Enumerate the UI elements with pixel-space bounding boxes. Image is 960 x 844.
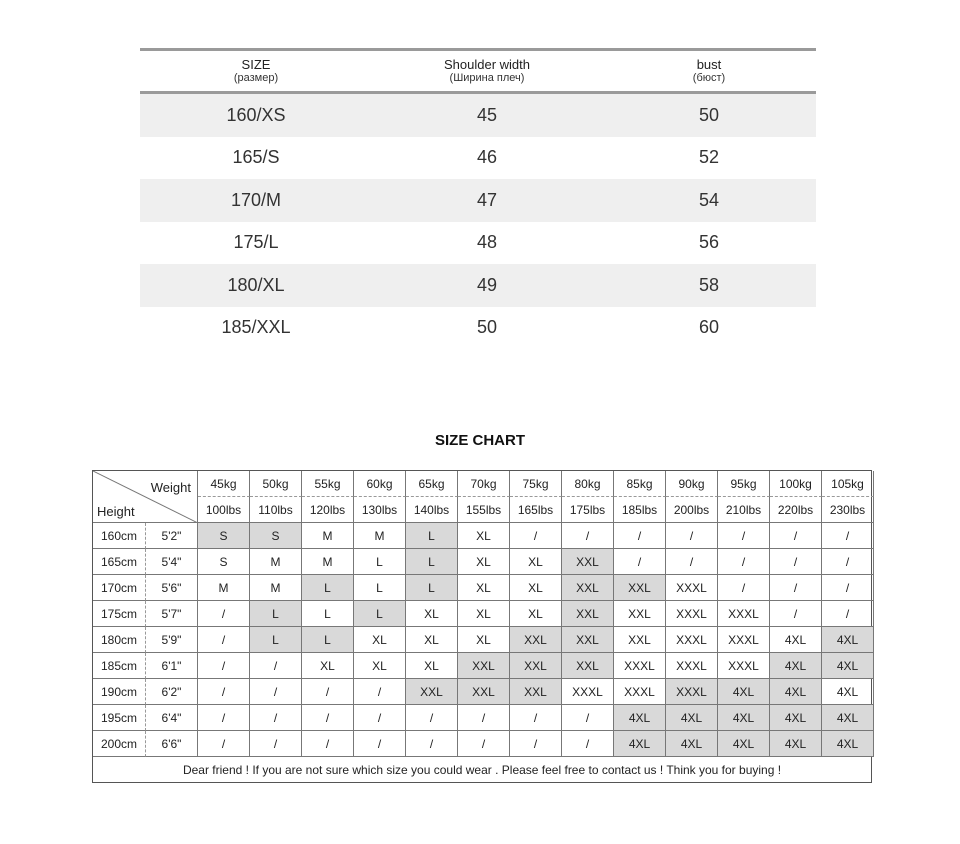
- weight-lbs-header: 220lbs: [770, 497, 822, 523]
- header-size-label: SIZE: [241, 57, 271, 72]
- size-cell: /: [718, 575, 770, 601]
- size-cell: XXL: [510, 679, 562, 705]
- table-row: [140, 179, 816, 222]
- bust-cell: 50: [698, 104, 720, 125]
- size-chart-grid: [92, 470, 872, 783]
- header-shoulder-sublabel: (Ширина плеч): [449, 72, 525, 84]
- size-cell: S: [198, 523, 250, 549]
- size-cell: /: [770, 601, 822, 627]
- height-cm-label: 190cm: [93, 679, 146, 705]
- size-cell: 4XL: [666, 705, 718, 731]
- size-cell: XL: [510, 601, 562, 627]
- size-cell: 185/XXL: [221, 317, 291, 338]
- size-cell: /: [770, 549, 822, 575]
- size-cell: /: [198, 731, 250, 757]
- size-cell: M: [354, 523, 406, 549]
- size-cell: XXXL: [614, 653, 666, 679]
- size-cell: 4XL: [718, 705, 770, 731]
- weight-kg-header: 100kg: [770, 471, 822, 497]
- size-cell: /: [822, 549, 874, 575]
- size-cell: 4XL: [770, 627, 822, 653]
- weight-kg-header: 75kg: [510, 471, 562, 497]
- size-cell: 170/M: [230, 189, 282, 210]
- weight-kg-header: 80kg: [562, 471, 614, 497]
- size-cell: 180/XL: [227, 274, 285, 295]
- size-cell: 4XL: [822, 627, 874, 653]
- shoulder-cell: 47: [476, 189, 498, 210]
- weight-lbs-header: 165lbs: [510, 497, 562, 523]
- size-cell: 4XL: [822, 731, 874, 757]
- weight-kg-header: 95kg: [718, 471, 770, 497]
- size-cell: XXXL: [614, 679, 666, 705]
- size-cell: M: [302, 549, 354, 575]
- shoulder-cell: 48: [476, 232, 498, 253]
- height-ft-label: 6'6": [146, 731, 198, 757]
- size-cell: /: [770, 575, 822, 601]
- size-cell: /: [198, 601, 250, 627]
- size-cell: /: [614, 523, 666, 549]
- size-cell: /: [198, 705, 250, 731]
- weight-kg-header: 85kg: [614, 471, 666, 497]
- size-cell: /: [198, 653, 250, 679]
- size-cell: XXXL: [718, 627, 770, 653]
- size-cell: L: [406, 523, 458, 549]
- table-row: [140, 94, 816, 137]
- size-cell: 4XL: [614, 705, 666, 731]
- size-cell: /: [302, 731, 354, 757]
- size-cell: /: [562, 523, 614, 549]
- size-cell: XL: [406, 653, 458, 679]
- size-cell: L: [302, 575, 354, 601]
- size-cell: XXL: [406, 679, 458, 705]
- size-cell: XXL: [562, 549, 614, 575]
- shoulder-cell: 50: [476, 317, 498, 338]
- size-cell: /: [510, 705, 562, 731]
- table-row: [140, 307, 816, 350]
- weight-lbs-header: 175lbs: [562, 497, 614, 523]
- size-cell: /: [770, 523, 822, 549]
- size-cell: XL: [406, 627, 458, 653]
- height-cm-label: 195cm: [93, 705, 146, 731]
- size-cell: /: [666, 523, 718, 549]
- bust-cell: 54: [698, 189, 720, 210]
- size-cell: /: [458, 705, 510, 731]
- size-cell: 4XL: [614, 731, 666, 757]
- height-ft-label: 6'4": [146, 705, 198, 731]
- header-shoulder-label: Shoulder width: [444, 57, 530, 72]
- weight-lbs-header: 140lbs: [406, 497, 458, 523]
- size-cell: XXL: [510, 653, 562, 679]
- size-cell: 4XL: [770, 705, 822, 731]
- shoulder-cell: 49: [476, 274, 498, 295]
- size-cell: XXXL: [718, 653, 770, 679]
- header-shoulder: [372, 58, 602, 84]
- size-cell: XXL: [562, 601, 614, 627]
- size-cell: XXL: [458, 653, 510, 679]
- height-cm-label: 200cm: [93, 731, 146, 757]
- size-cell: XXL: [614, 627, 666, 653]
- size-chart-title: SIZE CHART: [435, 432, 525, 449]
- size-cell: XL: [458, 523, 510, 549]
- size-cell: 160/XS: [226, 104, 286, 125]
- height-ft-label: 6'1": [146, 653, 198, 679]
- weight-lbs-header: 200lbs: [666, 497, 718, 523]
- size-cell: XL: [458, 549, 510, 575]
- size-cell: XXXL: [562, 679, 614, 705]
- weight-kg-header: 65kg: [406, 471, 458, 497]
- size-cell: XXL: [614, 575, 666, 601]
- height-ft-label: 5'4": [146, 549, 198, 575]
- size-cell: XL: [354, 627, 406, 653]
- height-cm-label: 165cm: [93, 549, 146, 575]
- bust-cell: 58: [698, 274, 720, 295]
- size-cell: XXL: [562, 575, 614, 601]
- shoulder-cell: 45: [476, 104, 498, 125]
- size-cell: L: [250, 627, 302, 653]
- size-cell: XXXL: [666, 575, 718, 601]
- size-cell: L: [354, 549, 406, 575]
- size-cell: /: [718, 523, 770, 549]
- table-row: [140, 137, 816, 180]
- size-cell: L: [406, 549, 458, 575]
- size-cell: L: [354, 575, 406, 601]
- size-cell: XL: [510, 575, 562, 601]
- corner-header: [93, 471, 198, 523]
- size-cell: /: [198, 627, 250, 653]
- weight-kg-header: 90kg: [666, 471, 718, 497]
- size-cell: L: [406, 575, 458, 601]
- table-row: [140, 222, 816, 265]
- size-cell: XL: [458, 601, 510, 627]
- weight-lbs-header: 230lbs: [822, 497, 874, 523]
- size-cell: 4XL: [822, 653, 874, 679]
- weight-kg-header: 70kg: [458, 471, 510, 497]
- size-cell: XXXL: [718, 601, 770, 627]
- size-cell: XL: [458, 575, 510, 601]
- measurement-table: [140, 48, 816, 349]
- size-cell: XXXL: [666, 601, 718, 627]
- weight-kg-header: 45kg: [198, 471, 250, 497]
- weight-lbs-header: 130lbs: [354, 497, 406, 523]
- size-cell: XL: [510, 549, 562, 575]
- height-ft-label: 6'2": [146, 679, 198, 705]
- height-ft-label: 5'6": [146, 575, 198, 601]
- size-cell: L: [354, 601, 406, 627]
- size-cell: 4XL: [718, 731, 770, 757]
- size-cell: XL: [458, 627, 510, 653]
- size-cell: S: [198, 549, 250, 575]
- size-cell: 4XL: [822, 705, 874, 731]
- weight-lbs-header: 100lbs: [198, 497, 250, 523]
- size-cell: XL: [406, 601, 458, 627]
- size-cell: 4XL: [822, 679, 874, 705]
- size-cell: /: [510, 731, 562, 757]
- size-cell: L: [302, 627, 354, 653]
- size-cell: /: [822, 523, 874, 549]
- size-cell: /: [250, 705, 302, 731]
- size-cell: XXL: [562, 627, 614, 653]
- bust-cell: 56: [698, 232, 720, 253]
- weight-kg-header: 105kg: [822, 471, 874, 497]
- height-axis-label: Height: [97, 504, 135, 519]
- table-row: [140, 264, 816, 307]
- shoulder-cell: 46: [476, 147, 498, 168]
- size-cell: XL: [302, 653, 354, 679]
- size-cell: /: [510, 523, 562, 549]
- header-size-sublabel: (размер): [233, 72, 279, 84]
- size-cell: M: [250, 575, 302, 601]
- size-cell: XXL: [510, 627, 562, 653]
- weight-axis-label: Weight: [150, 480, 191, 495]
- size-cell: 4XL: [770, 653, 822, 679]
- weight-lbs-header: 110lbs: [250, 497, 302, 523]
- table-header: [140, 51, 816, 91]
- size-cell: /: [666, 549, 718, 575]
- size-cell: XXXL: [666, 679, 718, 705]
- size-cell: S: [250, 523, 302, 549]
- footer-note: Dear friend ! If you are not sure which size you could wear . Please feel free to contact us ! Think you for buying !: [182, 762, 782, 777]
- size-cell: /: [822, 601, 874, 627]
- size-cell: /: [614, 549, 666, 575]
- height-ft-label: 5'7": [146, 601, 198, 627]
- header-bust-label: bust: [696, 57, 722, 72]
- weight-lbs-header: 120lbs: [302, 497, 354, 523]
- header-bust: [602, 58, 816, 84]
- size-cell: /: [250, 679, 302, 705]
- bust-cell: 52: [698, 147, 720, 168]
- header-bust-sublabel: (бюст): [692, 72, 726, 84]
- size-cell: /: [354, 679, 406, 705]
- height-ft-label: 5'2": [146, 523, 198, 549]
- size-cell: /: [406, 705, 458, 731]
- size-cell: /: [718, 549, 770, 575]
- size-cell: M: [302, 523, 354, 549]
- size-cell: /: [562, 731, 614, 757]
- size-cell: 4XL: [718, 679, 770, 705]
- size-cell: XL: [354, 653, 406, 679]
- size-cell: XXL: [562, 653, 614, 679]
- size-cell: L: [250, 601, 302, 627]
- size-cell: /: [198, 679, 250, 705]
- size-cell: /: [302, 679, 354, 705]
- size-cell: /: [406, 731, 458, 757]
- size-cell: XXXL: [666, 653, 718, 679]
- height-cm-label: 160cm: [93, 523, 146, 549]
- height-cm-label: 185cm: [93, 653, 146, 679]
- weight-kg-header: 50kg: [250, 471, 302, 497]
- size-cell: XXL: [614, 601, 666, 627]
- size-cell: 4XL: [770, 731, 822, 757]
- size-cell: 4XL: [666, 731, 718, 757]
- size-cell: /: [822, 575, 874, 601]
- height-cm-label: 175cm: [93, 601, 146, 627]
- size-cell: /: [458, 731, 510, 757]
- size-cell: XXXL: [666, 627, 718, 653]
- size-cell: /: [250, 731, 302, 757]
- size-cell: M: [198, 575, 250, 601]
- bust-cell: 60: [698, 317, 720, 338]
- height-cm-label: 180cm: [93, 627, 146, 653]
- size-cell: /: [302, 705, 354, 731]
- table-body: [140, 94, 816, 349]
- size-cell: XXL: [458, 679, 510, 705]
- weight-lbs-header: 185lbs: [614, 497, 666, 523]
- size-cell: 165/S: [232, 147, 280, 168]
- weight-kg-header: 55kg: [302, 471, 354, 497]
- size-cell: L: [302, 601, 354, 627]
- size-cell: /: [562, 705, 614, 731]
- size-cell: 4XL: [770, 679, 822, 705]
- size-cell: 175/L: [233, 232, 279, 253]
- weight-lbs-header: 155lbs: [458, 497, 510, 523]
- height-ft-label: 5'9": [146, 627, 198, 653]
- size-cell: M: [250, 549, 302, 575]
- weight-lbs-header: 210lbs: [718, 497, 770, 523]
- size-cell: /: [354, 705, 406, 731]
- size-cell: /: [250, 653, 302, 679]
- size-cell: /: [354, 731, 406, 757]
- height-cm-label: 170cm: [93, 575, 146, 601]
- header-size: [140, 58, 372, 84]
- weight-kg-header: 60kg: [354, 471, 406, 497]
